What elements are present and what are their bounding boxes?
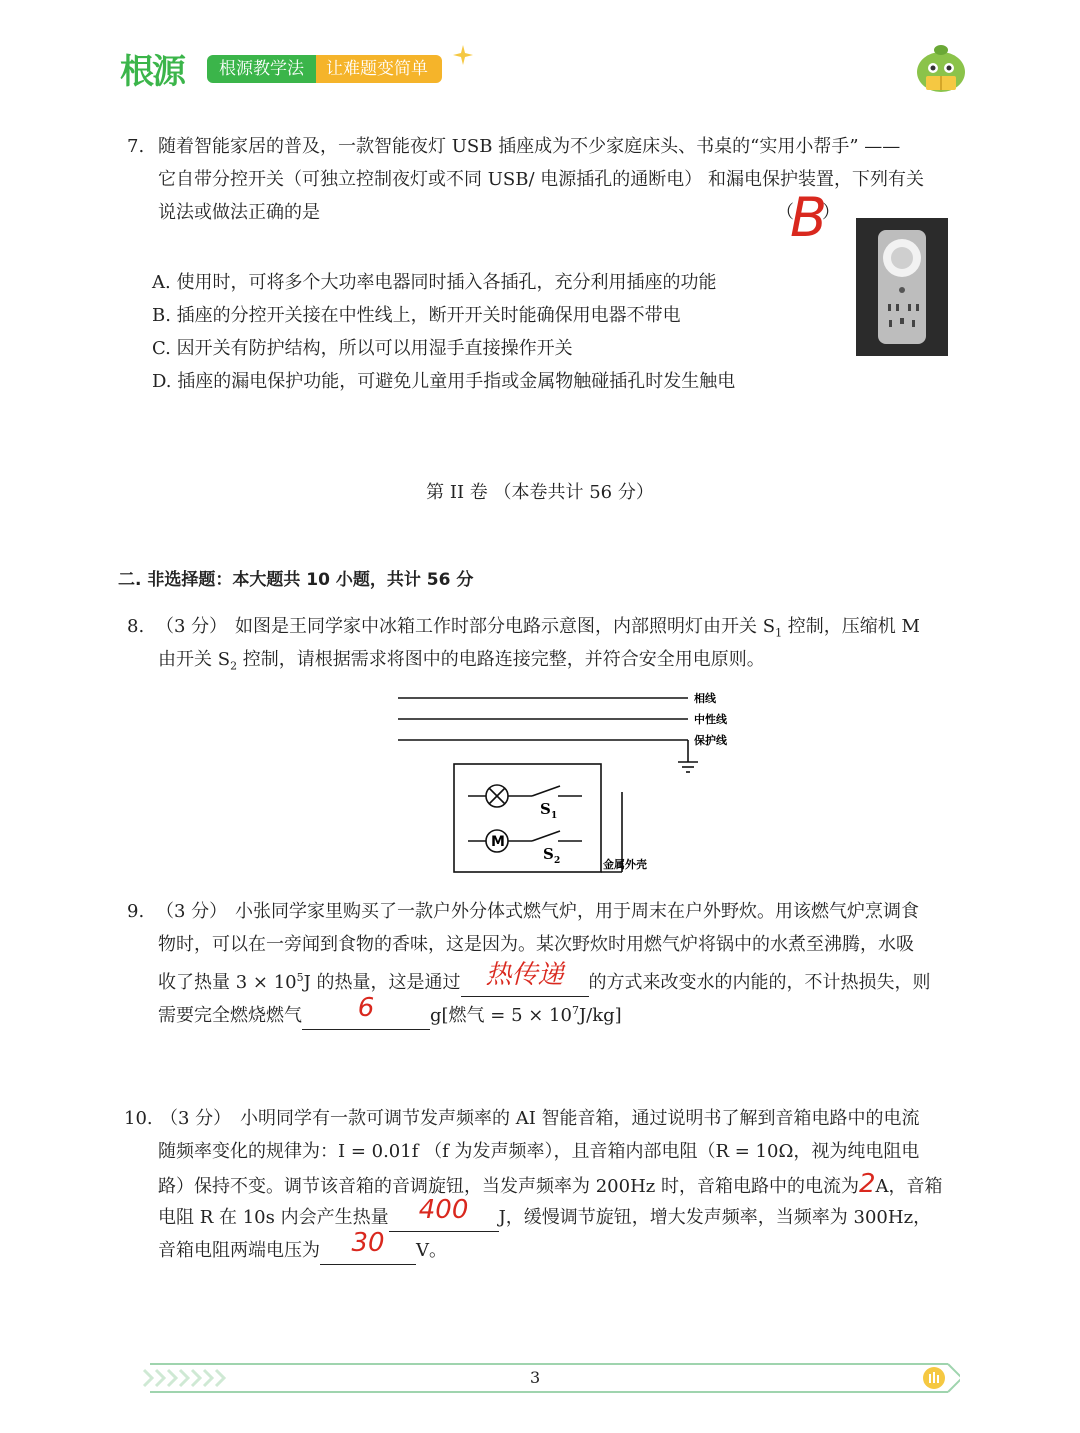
q10-answer-heat: 400 xyxy=(418,1195,469,1225)
s1-label: S xyxy=(540,800,551,818)
switch-s1 xyxy=(532,786,560,796)
q9-number: 9. xyxy=(127,901,145,922)
q9-blank-method xyxy=(461,960,589,997)
q8-number: 8. xyxy=(127,616,145,637)
q7-line1: 随着智能家居的普及，一款智能夜灯 USB 插座成为不少家庭床头、书桌的“实用小帮手” —— xyxy=(158,136,901,157)
q9-score: （3 分） xyxy=(156,901,228,922)
label-neutral: 中性线 xyxy=(694,713,727,726)
s2-label: S xyxy=(543,845,554,863)
s2-sub: 2 xyxy=(554,856,561,866)
q10-line2: 随频率变化的规律为：I = 0.01f （f 为发声频率），且音箱内部电阻（R = 10Ω，视为纯电阻电 xyxy=(158,1141,920,1162)
q8-line2-sub: 2 xyxy=(230,659,238,673)
motor-label: M xyxy=(491,834,505,850)
footer-chevrons-icon xyxy=(144,1370,224,1386)
q10-line5-b: V。 xyxy=(416,1240,447,1261)
page-number: 3 xyxy=(530,1368,541,1387)
q10-blank-heat xyxy=(389,1195,499,1232)
q9-line3-sup: 5 xyxy=(296,971,304,984)
slogan-right: 让难题变简单 xyxy=(316,55,442,83)
q8-line2-a: 由开关 S xyxy=(158,649,231,670)
q7-option-a: A. 使用时，可将多个大功率电器同时插入各插孔，充分利用插座的功能 xyxy=(152,272,717,293)
smart-socket-photo xyxy=(856,218,948,356)
q10-line3 xyxy=(158,1168,943,1203)
q9-line3-c: 的方式来改变水的内能的，不计热损失，则 xyxy=(588,972,931,993)
q9-line3-a: 收了热量 3 × 10 xyxy=(158,972,297,993)
sparkle-icon xyxy=(452,44,474,66)
q9-line2: 物时，可以在一旁闻到食物的香味，这是因为。某次野炊时用燃气炉将锅中的水煮至沸腾，水吸 xyxy=(158,934,914,955)
q7-line3: 说法或做法正确的是 xyxy=(158,202,320,223)
q10-score: （3 分） xyxy=(160,1108,232,1129)
q7-option-d: D. 插座的漏电保护功能，可避免儿童用手指或金属物触碰插孔时发生触电 xyxy=(152,371,736,392)
q7-line2: 它自带分控开关（可独立控制夜灯或不同 USB/ 电源插孔的通断电） 和漏电保护装置，下列有关 xyxy=(158,169,924,190)
q10-line4-a: 电阻 R 在 10s 内会产生热量 xyxy=(158,1207,389,1228)
brand-logo-text: 根源 xyxy=(120,52,184,92)
q9-line4-c: J/kg] xyxy=(578,1005,622,1026)
switch-s2 xyxy=(532,831,560,841)
q10-line4-b: J，缓慢调节旋钮，增大发声频率，当频率为 300Hz， xyxy=(498,1207,932,1228)
q10-line4 xyxy=(158,1195,932,1234)
q8-line2 xyxy=(158,643,765,683)
slogan-left: 根源教学法 xyxy=(207,55,316,83)
q8-line1-b: 控制，压缩机 M xyxy=(782,616,920,637)
q9-blank-mass xyxy=(302,993,430,1030)
q10-line5-a: 音箱电阻两端电压为 xyxy=(158,1240,320,1261)
q7-paren-close: ） xyxy=(822,202,840,223)
footer-bar xyxy=(140,1362,960,1394)
q7-paren-open: （ xyxy=(776,202,794,223)
q9-line4-b: g[燃气 = 5 × 10 xyxy=(430,1005,572,1026)
fridge-box xyxy=(454,764,601,872)
label-ground: 保护线 xyxy=(694,734,727,747)
q10-line5 xyxy=(158,1228,447,1267)
q9-line4-a: 需要完全燃烧燃气 xyxy=(158,1005,302,1026)
q9-line4-sup: 7 xyxy=(571,1004,579,1017)
circuit-diagram xyxy=(390,688,740,880)
q7-handwritten-answer: B xyxy=(790,186,828,249)
q9-line1: 小张同学家里购买了一款户外分体式燃气炉，用于周末在户外野炊。用该燃气炉烹调食 xyxy=(235,901,919,922)
q9-answer-mass: 6 xyxy=(357,993,375,1023)
q9-line4 xyxy=(158,994,622,1032)
label-metal-case: 金属外壳 xyxy=(603,858,647,871)
socket-illustration xyxy=(856,218,948,356)
q8-score: （3 分） xyxy=(156,616,228,637)
q8-line1-a: 如图是王同学家中冰箱工作时部分电路示意图，内部照明灯由开关 S xyxy=(235,616,776,637)
q10-answer-current: 2 xyxy=(858,1169,876,1199)
q7-number: 7. xyxy=(127,136,145,157)
brand-slogan xyxy=(207,55,442,83)
q9-line3-b: J 的热量，这是通过 xyxy=(303,972,461,993)
q7-option-b: B. 插座的分控开关接在中性线上，断开开关时能确保用电器不带电 xyxy=(152,305,681,326)
q10-line3-a: 路）保持不变。调节该音箱的音调旋钮，当发声频率为 200Hz 时，音箱电路中的电流为 xyxy=(158,1176,859,1197)
section-title: 二. 非选择题：本大题共 10 小题，共计 56 分 xyxy=(118,570,474,590)
q7-option-c: C. 因开关有防护结构，所以可以用湿手直接操作开关 xyxy=(152,338,573,359)
mascot-icon xyxy=(912,38,970,94)
volume-title: 第 II 卷 （本卷共计 56 分） xyxy=(426,482,654,503)
brand-logo xyxy=(120,44,184,93)
label-live: 相线 xyxy=(694,692,716,705)
q10-answer-voltage: 30 xyxy=(351,1228,385,1258)
q10-blank-voltage xyxy=(320,1228,416,1265)
q9-answer-method: 热传递 xyxy=(485,960,564,990)
q8-line1-sub: 1 xyxy=(775,626,783,640)
q8-line2-b: 控制，请根据需求将图中的电路连接完整，并符合安全用电原则。 xyxy=(237,649,765,670)
q10-line3-b: A，音箱 xyxy=(875,1176,943,1197)
s1-sub: 1 xyxy=(551,811,558,821)
q10-line1: 小明同学有一款可调节发声频率的 AI 智能音箱，通过说明书了解到音箱电路中的电流 xyxy=(240,1108,920,1129)
q10-number: 10. xyxy=(124,1108,153,1129)
